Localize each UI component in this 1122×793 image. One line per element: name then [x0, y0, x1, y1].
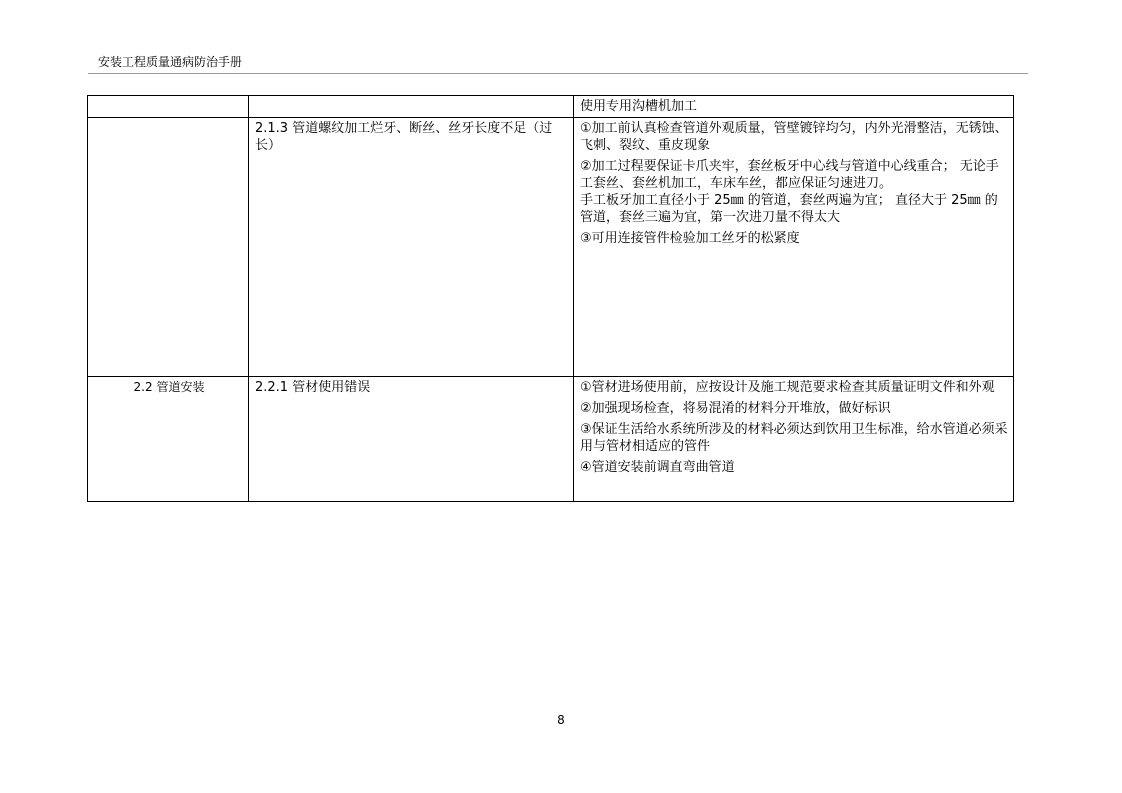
- measures-cell: [574, 96, 1014, 118]
- measure-text: ②加强现场检查，将易混淆的材料分开堆放，做好标识: [580, 401, 891, 416]
- measure-text: ③保证生活给水系统所涉及的材料必须达到饮用卫生标准，给水管道必须采用与管材相适应的管件: [580, 422, 1008, 454]
- page-header-title: 安装工程质量通病防治手册: [98, 55, 243, 69]
- measure-text: ①管材进场使用前，应按设计及施工规范要求检查其质量证明文件和外观: [580, 380, 995, 395]
- measures-cell: [574, 118, 1014, 377]
- issue-text: 2.2.1 管材使用错误: [255, 380, 371, 395]
- table-row: [88, 377, 1014, 502]
- measure-text: ③可用连接管件检验加工丝牙的松紧度: [580, 231, 800, 246]
- issue-text: 2.1.3 管道螺纹加工烂牙、断丝、丝牙长度不足（过长）: [255, 121, 553, 153]
- table-row: [88, 118, 1014, 377]
- issue-cell: [249, 118, 574, 377]
- page-number: 8: [557, 713, 565, 727]
- section-cell: [88, 118, 249, 377]
- measure-text: ②加工过程要保证卡爪夹牢，套丝板牙中心线与管道中心线重合； 无论手工套丝、套丝机加工，车床车丝，都应保证匀速进刀。: [580, 159, 999, 191]
- section-cell: [88, 377, 249, 502]
- measure-text: 手工板牙加工直径小于 25㎜ 的管道，套丝两遍为宜； 直径大于 25㎜ 的管道，套丝三遍为宜，第一次进刀量不得太大: [580, 193, 998, 225]
- issue-cell: [249, 377, 574, 502]
- table-row: [88, 96, 1014, 118]
- measure-text: ①加工前认真检查管道外观质量，管壁镀锌均匀，内外光滑整洁，无锈蚀、飞刺、裂纹、重皮现象: [580, 121, 1008, 153]
- header-divider: [88, 73, 1028, 74]
- section-cell: [88, 96, 249, 118]
- measures-cell: [574, 377, 1014, 502]
- measure-text: 使用专用沟槽机加工: [580, 99, 698, 114]
- issue-cell: [249, 96, 574, 118]
- defect-prevention-table: [87, 95, 1014, 502]
- section-text: 2.2 管道安装: [133, 380, 205, 394]
- measure-text: ④管道安装前调直弯曲管道: [580, 460, 735, 475]
